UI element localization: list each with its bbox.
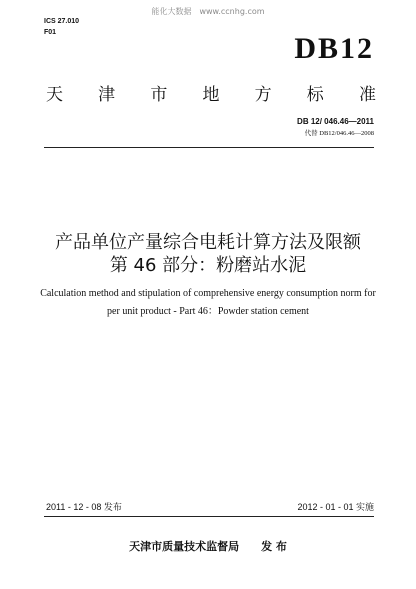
issuer-suffix: 发 布	[261, 540, 287, 553]
ccs-code: F01	[44, 29, 57, 36]
replaces-note: 代替 DB12/046.46—2008	[304, 130, 374, 137]
standard-number: DB 12/ 046.46—2011	[297, 117, 374, 126]
english-title-line-2: per unit product - Part 46：Powder station cement	[107, 306, 309, 317]
english-title-line-1: Calculation method and stipulation of comprehensive energy consumption norm for	[40, 288, 376, 299]
authority-char: 津	[98, 85, 116, 105]
authority-char: 标	[306, 85, 324, 105]
chinese-title-line-2: 第 46 部分：粉磨站水泥	[109, 255, 307, 276]
authority-char: 地	[202, 85, 220, 105]
issue-date: 2011 - 12 - 08 发布	[46, 502, 122, 512]
issuer-name: 天津市质量技术监督局	[129, 540, 240, 553]
authority-char: 准	[358, 85, 376, 105]
issuer-line	[0, 538, 416, 554]
authority-char: 方	[254, 85, 272, 105]
standard-code: DB12	[294, 32, 374, 65]
implementation-date: 2012 - 01 - 01 实施	[297, 502, 374, 512]
ics-code: ICS 27.010	[44, 18, 80, 25]
authority-char: 市	[150, 85, 168, 105]
chinese-title-line-1: 产品单位产量综合电耗计算方法及限额	[55, 232, 361, 253]
authority-char: 天	[46, 85, 63, 105]
authority-title	[46, 80, 376, 105]
top-divider	[44, 147, 374, 148]
watermark-text: 能化大数据 www.ccnhg.com	[151, 7, 265, 16]
bottom-divider	[44, 516, 374, 517]
